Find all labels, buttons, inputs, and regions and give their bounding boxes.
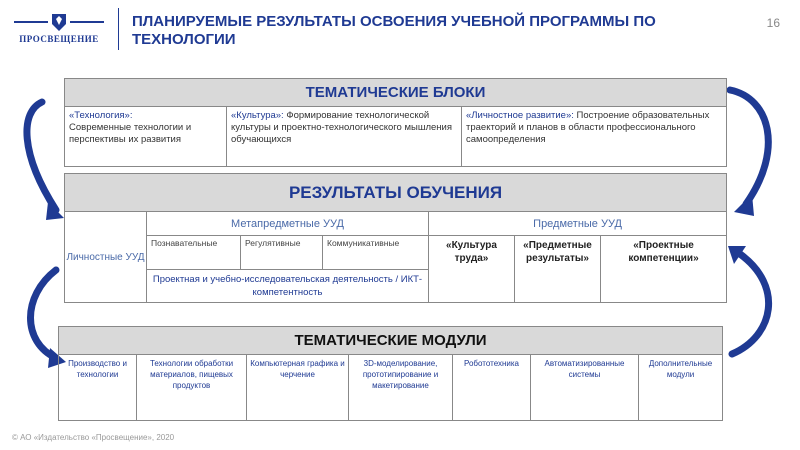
module-item: Технологии обработки материалов, пищевых продуктов xyxy=(137,355,247,421)
block-technology xyxy=(65,107,227,167)
module-item: Автоматизированные системы xyxy=(531,355,639,421)
meta-regulatory: Регулятивные xyxy=(241,236,323,270)
subject-results: «Предметные результаты» xyxy=(515,236,601,303)
thematic-blocks-table xyxy=(64,78,727,167)
thematic-blocks-title: ТЕМАТИЧЕСКИЕ БЛОКИ xyxy=(65,79,727,107)
thematic-modules-table xyxy=(58,326,723,421)
learning-results-table xyxy=(64,173,727,303)
logo-text: ПРОСВЕЩЕНИЕ xyxy=(19,34,99,44)
page-title: ПЛАНИРУЕМЫЕ РЕЗУЛЬТАТЫ ОСВОЕНИЯ УЧЕБНОЙ ПРОГРАММЫ ПО ТЕХНОЛОГИИ xyxy=(132,13,656,48)
module-item: Робототехника xyxy=(453,355,531,421)
subject-uud: Предметные УУД xyxy=(429,212,727,236)
cycle-arrow-right-icon xyxy=(726,84,792,368)
copyright-footer: © АО «Издательство «Просвещение», 2020 xyxy=(12,433,175,442)
module-item: Компьютерная графика и черчение xyxy=(247,355,349,421)
meta-uud: Метапредметные УУД xyxy=(147,212,429,236)
block-text: Современные технологии и перспективы их развития xyxy=(69,122,192,145)
block-text: Построение образовательных траекторий и планов в области профессионального самоопределения xyxy=(466,110,710,145)
header-divider xyxy=(118,8,119,50)
block-label: «Культура»: xyxy=(231,110,284,121)
thematic-modules-title: ТЕМАТИЧЕСКИЕ МОДУЛИ xyxy=(59,327,723,355)
learning-results-title: РЕЗУЛЬТАТЫ ОБУЧЕНИЯ xyxy=(65,174,727,212)
project-activity: Проектная и учебно-исследовательская деятельность / ИКТ-компетентность xyxy=(147,270,429,303)
page-number: 16 xyxy=(766,16,780,30)
module-item: Дополнительные модули xyxy=(639,355,723,421)
subject-project-competences: «Проектные компетенции» xyxy=(601,236,727,303)
meta-communicative: Коммуникативные xyxy=(323,236,429,270)
block-label: «Личностное развитие»: xyxy=(466,110,574,121)
block-text: Формирование технологической культуры и проектно-технологического мышления обучающихся xyxy=(231,110,452,145)
module-item: 3D-моделирование, прототипирование и макетирование xyxy=(349,355,453,421)
block-culture xyxy=(227,107,462,167)
block-label: «Технология»: xyxy=(69,110,133,121)
block-personal-development xyxy=(462,107,727,167)
meta-cognitive: Познавательные xyxy=(147,236,241,270)
logo-emblem-icon xyxy=(12,12,106,32)
subject-labor-culture: «Культура труда» xyxy=(429,236,515,303)
publisher-logo xyxy=(12,12,106,46)
personal-uud: Личностные УУД xyxy=(65,212,147,303)
module-item: Производство и технологии xyxy=(59,355,137,421)
